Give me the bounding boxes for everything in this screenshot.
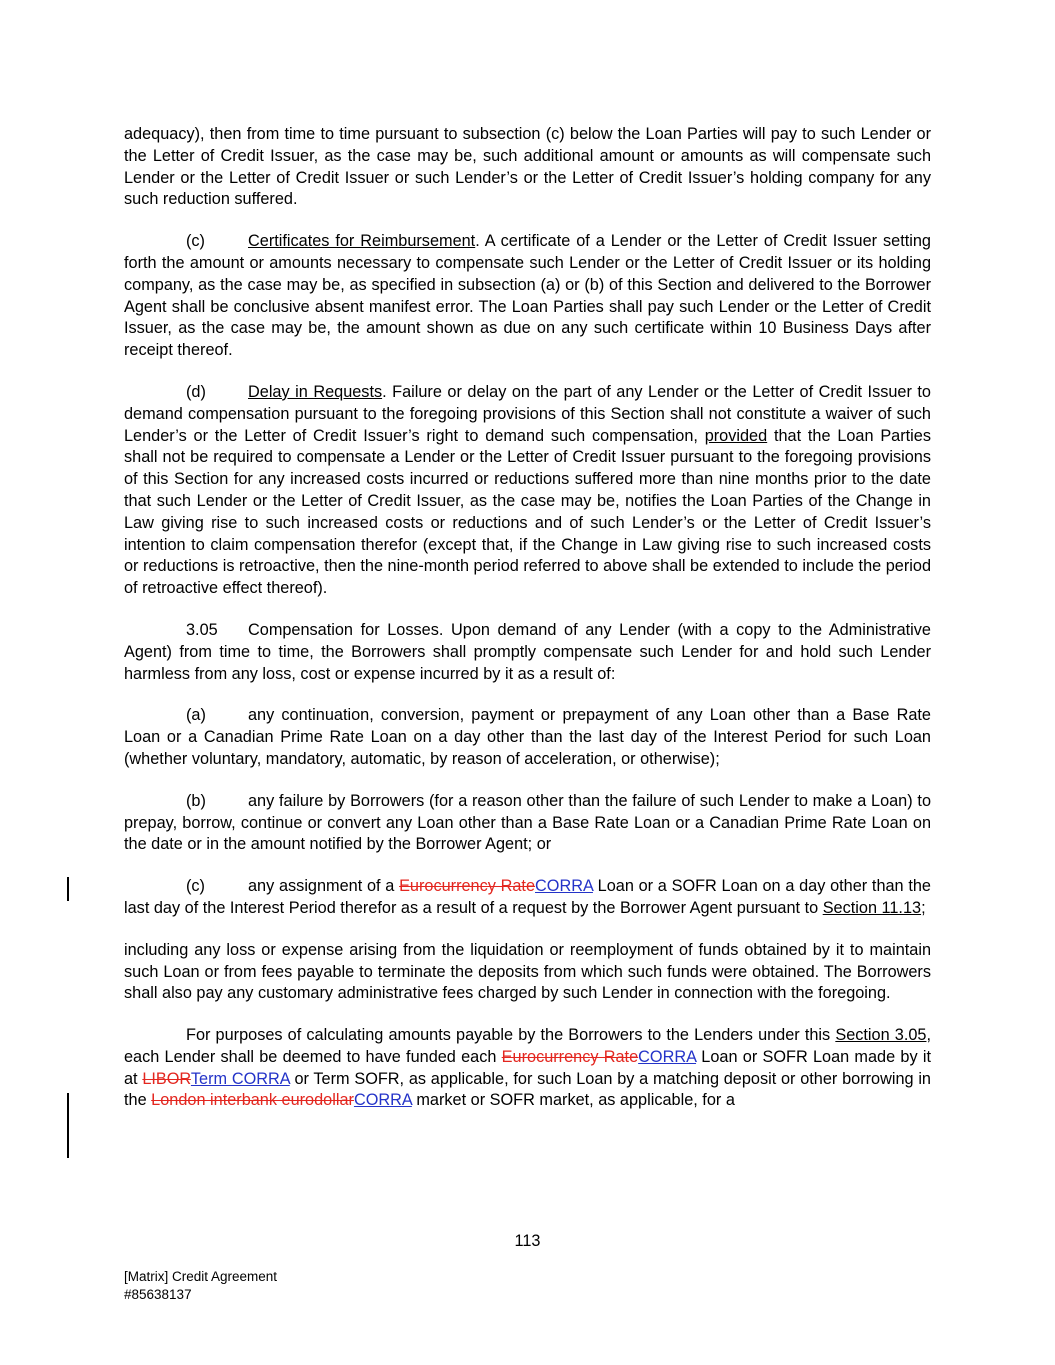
paragraph-adequacy: adequacy), then from time to time pursuant to subsection (c) below the Loan Parties will pay to such Lender or the Letter of Credit Issuer, as the case may be, such additional amount or amounts as will compensate such Lender or the Letter of Credit Issuer or such Lender’s or the Letter of Credit Issuer’s holding company for any such reduction suffered. — [124, 125, 931, 209]
inserted-text: Term CORRA — [190, 1069, 290, 1088]
paragraph-d-delay — [124, 382, 931, 600]
paragraph-text: Loan or a SOFR Loan on a day other than the last day of the Interest Period therefor as a result of a request by the Borrower Agent pursuant to — [124, 877, 931, 917]
section-reference: Section 3.05 — [835, 1026, 927, 1045]
paragraph-a — [124, 705, 931, 770]
paragraph-number: (c) — [186, 877, 205, 896]
paragraph-text: For purposes of calculating amounts payable by the Borrowers to the Lenders under this — [186, 1026, 836, 1045]
footer-document-title: [Matrix] Credit Agreement — [124, 1269, 278, 1284]
paragraph-text: . Upon demand of any Lender (with a copy to the Administrative Agent) from time to time, the Borrowers shall promptly compensate such Lender for and hold such Lender harmless from any loss, cost or expense incurred by it as a result of: — [124, 620, 931, 683]
paragraph-text: . A certificate of a Lender or the Letter of Credit Issuer setting forth the amount or amounts necessary to compensate such Lender or the Letter of Credit Issuer or its holding company, as the case may be, as specified in subsection (a) or (b) of this Section and delivered to the Borrower Agent shall be conclusive absent manifest error. The Loan Parties shall pay such Lender or the Letter of Credit Issuer, as the case may be, the amount shown as due on any such certificate within 10 Business Days after receipt thereof. — [124, 232, 931, 360]
inserted-text: CORRA — [638, 1047, 697, 1066]
paragraph-number: (d) — [186, 382, 206, 401]
paragraph-b — [124, 791, 931, 856]
paragraph-text: , each Lender shall be deemed to have funded each — [124, 1026, 931, 1066]
paragraph-c-assignment — [124, 876, 931, 920]
provided-term: provided — [704, 426, 768, 445]
paragraph-text: ; — [921, 898, 926, 917]
deleted-text: London interbank eurodollar — [151, 1091, 354, 1110]
paragraph-c-certificates — [124, 231, 931, 362]
paragraph-text: market or SOFR market, as applicable, for a — [411, 1091, 735, 1110]
inserted-text: CORRA — [535, 877, 593, 896]
section-number: 3.05 — [186, 620, 218, 639]
paragraph-text: any continuation, conversion, payment or prepayment of any Loan other than a Base Rate Loan or a Canadian Prime Rate Loan on a day other than the last day of the Interest Period for such Loan (whether voluntary, mandatory, automatic, by reason of acceleration, or otherwise); — [124, 706, 931, 768]
paragraph-text: any failure by Borrowers (for a reason other than the failure of such Lender to make a Loan) to prepay, borrow, continue or convert any Loan other than a Base Rate Loan or a Canadian Prime Rate Loan on the date or in the amount notified by the Borrower Agent; or — [124, 791, 931, 854]
section-3-05 — [124, 620, 931, 685]
paragraph-heading: Certificates for Reimbursement — [248, 232, 476, 251]
change-bar — [67, 877, 69, 901]
paragraph-number: (a) — [186, 706, 206, 725]
footer-document-number: #85638137 — [124, 1287, 192, 1302]
deleted-text: LIBOR — [142, 1069, 191, 1088]
paragraph-text: . Failure or delay on the part of any Lender or the Letter of Credit Issuer to demand compensation pursuant to the foregoing provisions of this Section shall not constitute a waiver of such Lender’s or the Letter of Credit Issuer’s right to demand such compensation, — [124, 382, 931, 445]
deleted-text: Eurocurrency Rate — [399, 877, 536, 896]
paragraph-text: Loan or SOFR Loan made by it at — [124, 1047, 931, 1088]
deleted-text: Eurocurrency Rate — [501, 1047, 639, 1066]
change-bar — [67, 1093, 69, 1158]
paragraph-purposes — [124, 1025, 931, 1112]
inserted-text: CORRA — [353, 1091, 412, 1110]
paragraph-number: (b) — [186, 791, 206, 810]
section-heading: Compensation for Losses — [248, 620, 439, 639]
paragraph-text: any assignment of a — [248, 877, 400, 896]
document-body — [124, 124, 931, 1132]
paragraph-text: or Term SOFR, as applicable, for such Loan by a matching deposit or other borrowing in the — [124, 1069, 931, 1110]
paragraph-text: that the Loan Parties shall not be required to compensate a Lender or the Letter of Credit Issuer pursuant to the foregoing provisions of this Section for any increased costs incurred or reductions suffered more than nine months prior to the date that such Lender or the Letter of Credit Issuer, as the case may be, notifies the Loan Parties of the Change in Law giving rise to such increased costs or reductions and of such Lender’s or the Letter of Credit Issuer’s intention to claim compensation therefor (except that, if the Change in Law giving rise to such increased costs or reductions is retroactive, then the nine-month period referred to above shall be extended to include the period of retroactive effect thereof). — [124, 426, 931, 598]
section-reference: Section 11.13 — [822, 898, 922, 917]
paragraph-heading: Delay in Requests — [248, 382, 383, 401]
paragraph-number: (c) — [186, 232, 205, 251]
paragraph-including: including any loss or expense arising from the liquidation or reemployment of funds obtained by it to maintain such Loan or from fees payable to terminate the deposits from which such funds were obtained. The Borrowers shall also pay any customary administrative fees charged by such Lender in connection with the foregoing. — [124, 940, 931, 1003]
page-number: 113 — [514, 1232, 541, 1250]
footer — [124, 1268, 277, 1304]
